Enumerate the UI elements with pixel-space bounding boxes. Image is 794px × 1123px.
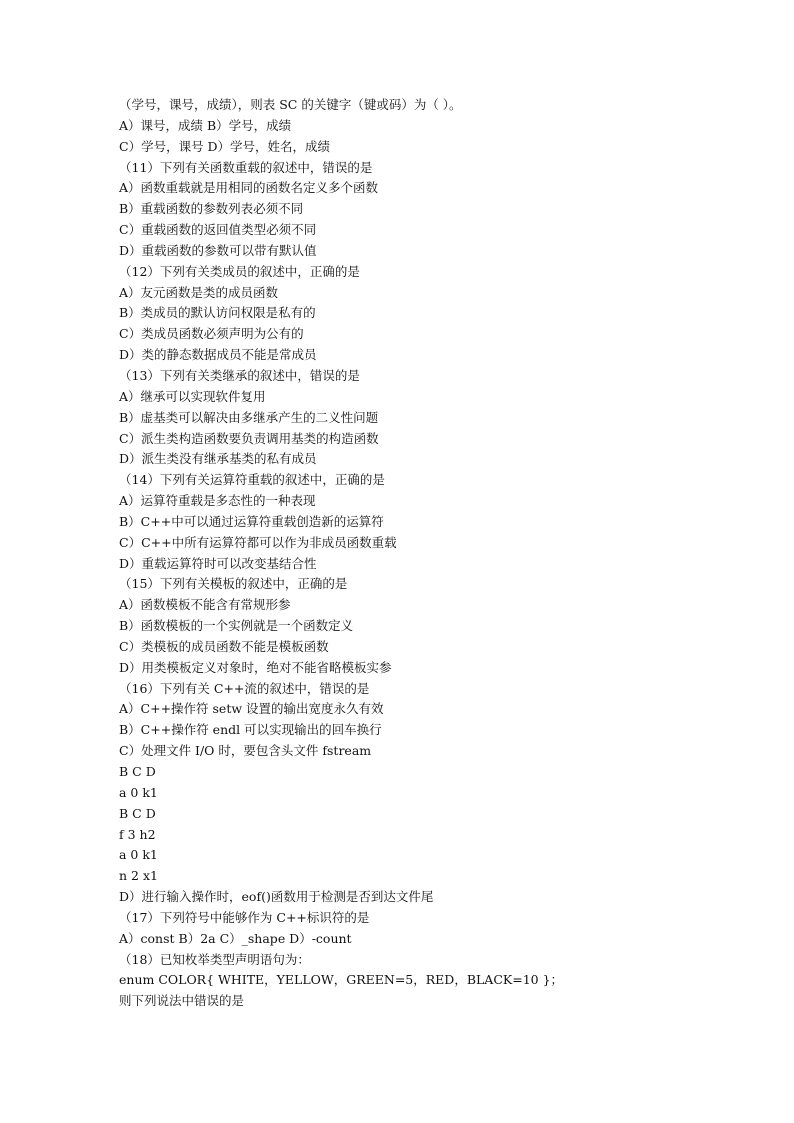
text-line: D）用类模板定义对象时，绝对不能省略模板实参 [119,659,392,675]
text-line: A）C++操作符 setw 设置的输出宽度永久有效 [119,701,384,717]
text-line: （12）下列有关类成员的叙述中，正确的是 [119,263,360,279]
text-line: B）重载函数的参数列表必须不同 [119,201,304,217]
text-line: B）C++中可以通过运算符重载创造新的运算符 [119,513,384,529]
text-line: A）const B）2a C）_shape D）-count [119,930,352,946]
question-text [119,95,759,1012]
text-line: D）类的静态数据成员不能是常成员 [119,347,317,363]
text-line: B）类成员的默认访问权限是私有的 [119,305,316,321]
text-line: B C D [119,805,156,821]
text-line: （18）已知枚举类型声明语句为： [119,951,310,967]
text-line: C）类成员函数必须声明为公有的 [119,326,304,342]
text-line: C）派生类构造函数要负责调用基类的构造函数 [119,430,379,446]
text-line: B）C++操作符 endl 可以实现输出的回车换行 [119,722,382,738]
text-line: C）重载函数的返回值类型必须不同 [119,222,317,238]
text-line: A）继承可以实现软件复用 [119,388,266,404]
text-line: B C D [119,764,156,779]
text-line: B）函数模板的一个实例就是一个函数定义 [119,618,354,634]
text-line: D）派生类没有继承基类的私有成员 [119,451,317,467]
text-line: D）重载函数的参数可以带有默认值 [119,242,317,258]
text-line: （15）下列有关模板的叙述中，正确的是 [119,576,348,592]
text-line: a 0 k1 [119,847,158,863]
text-line: A）友元函数是类的成员函数 [119,284,279,300]
text-line: C）类模板的成员函数不能是模板函数 [119,638,329,654]
text-line: A）运算符重载是多态性的一种表现 [119,493,316,509]
text-line: D）重载运算符时可以改变基结合性 [119,555,317,571]
text-line: （16）下列有关 C++流的叙述中，错误的是 [119,680,370,696]
text-line: a 0 k1 [119,784,158,800]
text-line: A）课号，成绩 B）学号，成绩 [119,117,292,133]
text-line: f 3 h2 [119,826,156,842]
text-line: A）函数重载就是用相同的函数名定义多个函数 [119,180,379,196]
text-line: n 2 x1 [119,868,158,884]
text-line: （13）下列有关类继承的叙述中，错误的是 [119,367,360,383]
text-line: A）函数模板不能含有常规形参 [119,597,291,613]
text-line: C）学号，课号 D）学号，姓名，成绩 [119,138,331,154]
text-line: C）C++中所有运算符都可以作为非成员函数重载 [119,534,397,550]
text-line: C）处理文件 I/O 时，要包含头文件 fstream [119,743,372,759]
text-line: （学号，课号，成绩），则表 SC 的关键字（键或码）为（ ）。 [119,97,462,112]
text-line: （14）下列有关运算符重载的叙述中，正确的是 [119,472,385,488]
text-line: enum COLOR{ WHITE，YELLOW，GREEN=5，RED，BLACK=10 }； [119,972,564,988]
text-line: D）进行输入操作时，eof()函数用于检测是否到达文件尾 [119,889,434,905]
text-line: （11）下列有关函数重载的叙述中，错误的是 [119,159,373,175]
text-line: B）虚基类可以解决由多继承产生的二义性问题 [119,409,379,425]
text-line: （17）下列符号中能够作为 C++标识符的是 [119,909,370,925]
text-line: 则下列说法中错误的是 [119,993,245,1009]
